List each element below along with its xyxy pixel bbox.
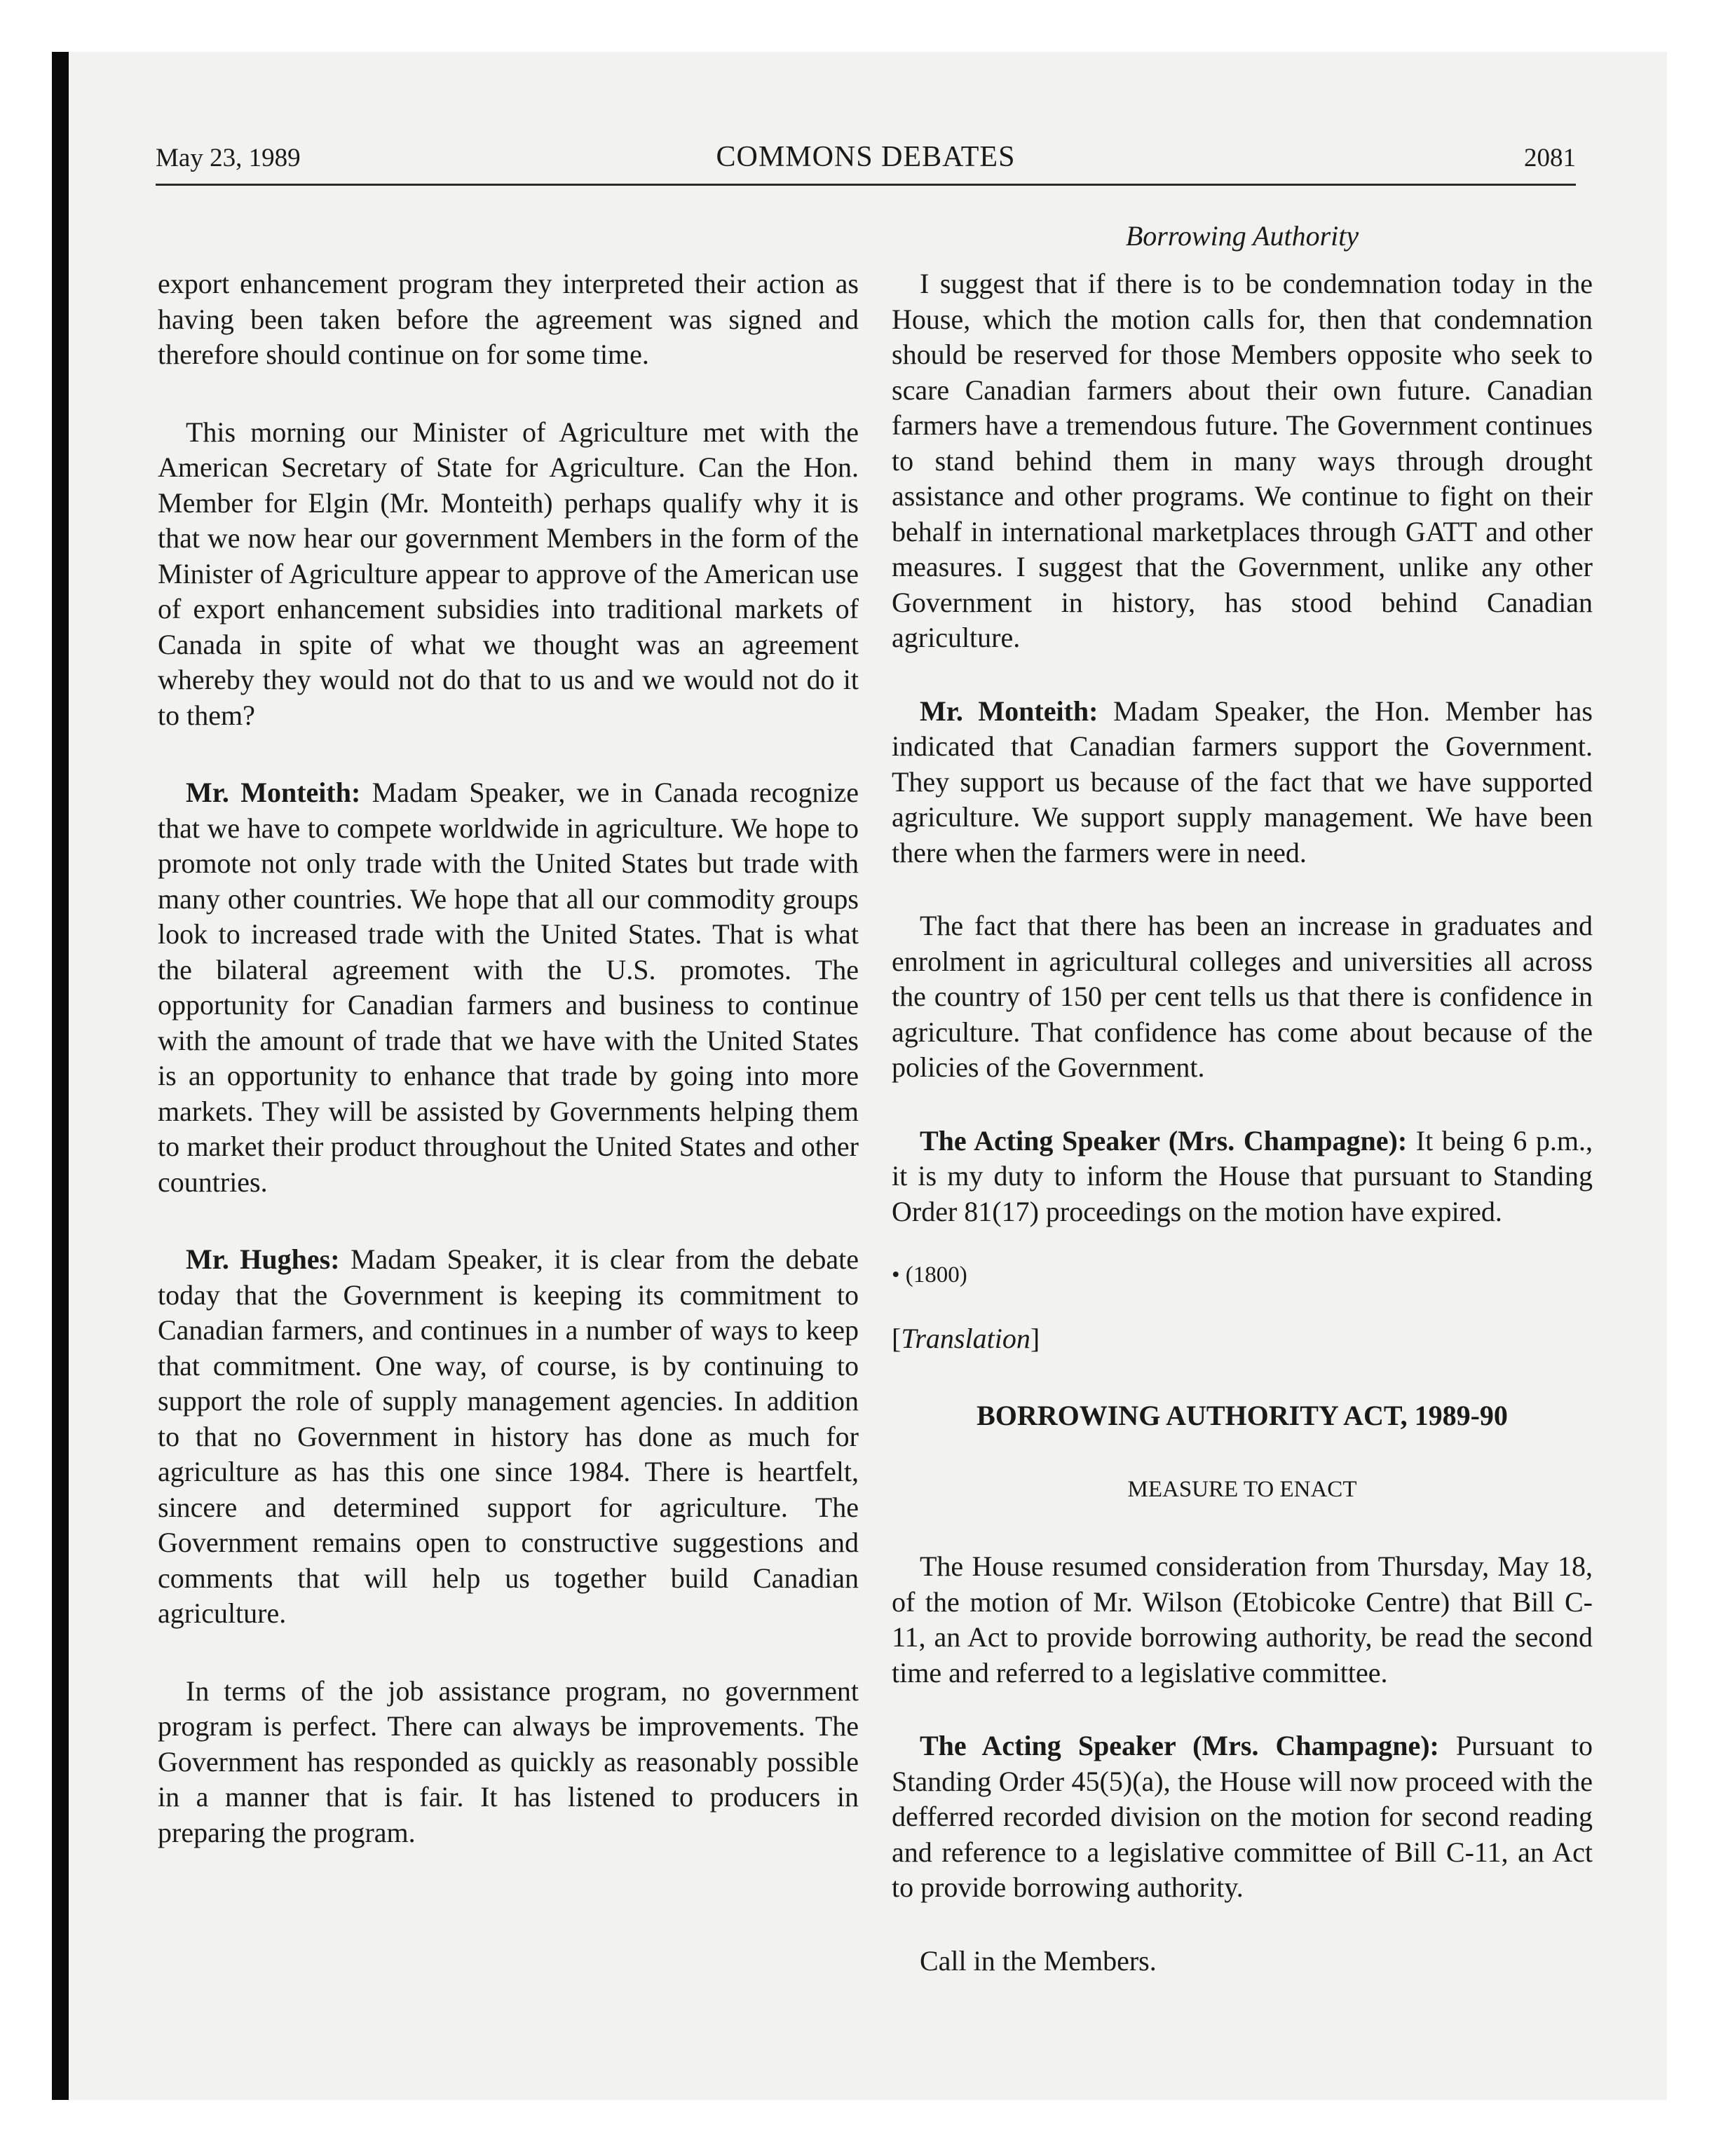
bracket-open: [ — [892, 1322, 901, 1354]
left-paragraph-3 — [158, 775, 859, 1200]
running-head: Borrowing Authority — [1125, 220, 1359, 252]
speech-text: Pursuant to Standing Order 45(5)(a), the House will now proceed with the defferred recorded division on the motion for second reading and reference to a legislative committee of Bill C-11, an Act to provide borrowing authority. — [892, 1730, 1593, 1903]
speech-text: It being 6 p.m., it is my duty to inform the House that pursuant to Standing Order 81(17) proceedings on the motion have expired. — [892, 1124, 1593, 1227]
header-title: COMMONS DEBATES — [716, 141, 1016, 173]
left-paragraph-2: This morning our Minister of Agriculture met with the American Secretary of State for Agriculture. Can the Hon. Member for Elgin (Mr. Monteith) perhaps qualify why it is that we now hear our government Members in the form of the Minister of Agriculture appear to approve of the American use of export enhancement subsidies into traditional markets of Canada in spite of what we thought was an agreement whereby they would not do that to us and we would not do it to them? — [158, 416, 859, 731]
right-paragraph-3: The fact that there has been an increase in graduates and enrolment in agricultural colleges and universities all across the country of 150 per cent tells us that there is confidence in agriculture. That confidence has come about because of the policies of the Government. — [892, 910, 1593, 1083]
page-header — [156, 137, 1576, 184]
right-paragraph-7: Call in the Members. — [920, 1944, 1157, 1977]
right-paragraph-6 — [892, 1728, 1593, 1906]
left-paragraph-1: export enhancement program they interpreted their action as having been taken before the agreement was signed and therefore should continue on for some time. — [158, 268, 859, 370]
header-date: May 23, 1989 — [156, 144, 301, 172]
time-marker: • (1800) — [892, 1262, 967, 1288]
right-column — [892, 266, 1593, 1979]
section-title: BORROWING AUTHORITY ACT, 1989-90 — [977, 1400, 1508, 1431]
speaker-name: Mr. Monteith: — [186, 777, 361, 808]
right-paragraph-1: I suggest that if there is to be condemnation today in the House, which the motion calls for, then that condemnation should be reserved for those Members opposite who seek to scare Canadian farmers about their own future. Canadian farmers have a tremendous future. The Government continues to stand behind them in many ways through drought assistance and other programs. We continue to fight on their behalf in international marketplaces through GATT and other measures. I suggest that the Government, unlike any other Government in history, has stood behind Canadian agriculture. — [892, 268, 1593, 653]
binding-edge — [52, 52, 69, 2100]
speech-text: Madam Speaker, the Hon. Member has indicated that Canadian farmers support the Government. They support us because of the fact that we have supported agriculture. We support supply management. We have been there when the farmers were in need. — [892, 695, 1593, 868]
right-paragraph-5: The House resumed consideration from Thursday, May 18, of the motion of Mr. Wilson (Etobicoke Centre) that Bill C-11, an Act to provide borrowing authority, be read the second time and referred to a legislative committee. — [892, 1550, 1593, 1688]
speech-text: Madam Speaker, we in Canada recognize that we have to compete worldwide in agriculture. We hope to promote not only trade with the United States but trade with many other countries. We hope that all our commodity groups look to increased trade with the United States. That is what the bilateral agreement with the U.S. promotes. The opportunity for Canadian farmers and business to continue with the amount of trade that we have with the United States is an opportunity to enhance that trade by going into more markets. They will be assisted by Governments helping them to market their product throughout the United States and other countries. — [158, 777, 859, 1198]
left-paragraph-4 — [158, 1242, 859, 1632]
right-paragraph-2 — [892, 694, 1593, 871]
speaker-name: The Acting Speaker (Mrs. Champagne): — [920, 1124, 1408, 1157]
speaker-name: Mr. Hughes: — [186, 1243, 340, 1275]
speaker-name: Mr. Monteith: — [920, 695, 1098, 727]
left-column — [158, 266, 859, 1850]
header-rule — [156, 184, 1576, 186]
translation-word: Translation — [901, 1322, 1030, 1354]
right-paragraph-4 — [892, 1124, 1593, 1230]
left-paragraph-5: In terms of the job assistance program, no government program is perfect. There can always be improvements. The Government has responded as quickly as reasonably possible in a manner that is fair. It has listened to producers in preparing the program. — [158, 1674, 859, 1848]
section-subtitle: MEASURE TO ENACT — [1127, 1476, 1357, 1502]
bracket-close: ] — [1030, 1322, 1040, 1354]
speech-text: Madam Speaker, it is clear from the debate today that the Government is keeping its commitment to Canadian farmers, and continues in a number of ways to keep that commitment. One way, of course, is by continuing to support the role of supply management agencies. In addition to that no Government in history has done as much for agriculture as has this one since 1984. There is heartfelt, sincere and determined support for agriculture. The Government remains open to constructive suggestions and comments that will help us together build Canadian agriculture. — [158, 1243, 859, 1629]
speaker-name: The Acting Speaker (Mrs. Champagne): — [920, 1730, 1439, 1761]
header-page-number: 2081 — [1524, 144, 1576, 172]
translation-note — [892, 1321, 1593, 1357]
